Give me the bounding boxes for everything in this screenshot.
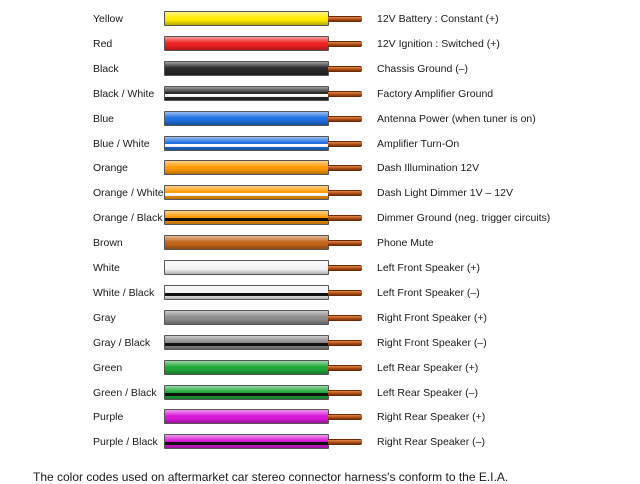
wire-row — [0, 257, 640, 282]
wire-highlight — [165, 211, 328, 217]
wire-highlight — [165, 410, 328, 416]
wire-row — [0, 207, 640, 232]
wire-insulation — [164, 409, 329, 424]
wire-shadow — [165, 95, 328, 100]
wire-insulation — [164, 434, 329, 449]
copper-conductor — [328, 240, 362, 246]
copper-conductor — [328, 414, 362, 420]
wire-insulation — [164, 136, 329, 151]
wire-color-name: Blue / White — [93, 137, 150, 150]
wire-shadow — [165, 418, 328, 423]
wire-insulation — [164, 285, 329, 300]
wire-function-label: Antenna Power (when tuner is on) — [377, 112, 536, 125]
wire-insulation — [164, 185, 329, 200]
wire-shadow — [165, 219, 328, 224]
copper-conductor — [328, 290, 362, 296]
wire-shadow — [165, 319, 328, 324]
wire-color-name: Blue — [93, 112, 115, 125]
wire-color-name: Brown — [93, 237, 123, 250]
wire-insulation — [164, 11, 329, 26]
wire-color-name: Orange / White — [93, 187, 164, 200]
wire-shadow — [165, 145, 328, 150]
wire-shadow — [165, 294, 328, 299]
wire-row — [0, 406, 640, 431]
wire-shadow — [165, 443, 328, 448]
footnote-text: The color codes used on aftermarket car stereo connector harness's conform to the E.I.A. — [33, 470, 509, 484]
wire-insulation — [164, 160, 329, 175]
wire-highlight — [165, 261, 328, 267]
wire-function-label: Left Rear Speaker (+) — [377, 361, 479, 374]
wire-function-label: Factory Amplifier Ground — [377, 87, 494, 100]
wire-function-label: Dash Illumination 12V — [377, 162, 480, 175]
wire-shadow — [165, 244, 328, 249]
wire-color-name: Black / White — [93, 87, 155, 100]
wire-row — [0, 431, 640, 456]
wire-color-name: Orange / Black — [93, 212, 163, 225]
wire-function-label: 12V Ignition : Switched (+) — [377, 37, 500, 50]
wire-row — [0, 133, 640, 158]
wire-highlight — [165, 386, 328, 392]
wire-function-label: Left Front Speaker (–) — [377, 286, 480, 299]
wire-color-name: Yellow — [93, 13, 123, 25]
wire-insulation — [164, 235, 329, 250]
wire-shadow — [165, 394, 328, 399]
wire-row — [0, 8, 640, 33]
wire-insulation — [164, 360, 329, 375]
copper-conductor — [328, 365, 362, 371]
wire-color-name: Gray — [93, 311, 116, 324]
wire-shadow — [165, 70, 328, 75]
wire-row — [0, 182, 640, 207]
wire-function-label: Right Front Speaker (+) — [377, 311, 488, 324]
copper-conductor — [328, 315, 362, 321]
wire-highlight — [165, 311, 328, 317]
wire-row — [0, 33, 640, 58]
wire-color-name: Green — [93, 361, 123, 374]
wire-function-label: Amplifier Turn-On — [377, 137, 460, 150]
wire-row — [0, 83, 640, 108]
wire-highlight — [165, 37, 328, 43]
wire-function-label: Dash Light Dimmer 1V – 12V — [377, 187, 513, 200]
wire-function-label: Left Front Speaker (+) — [377, 262, 481, 274]
wire-function-label: Right Rear Speaker (–) — [377, 436, 485, 449]
copper-conductor — [328, 91, 362, 97]
wire-color-name: Red — [93, 37, 113, 50]
wire-color-name: Green / Black — [93, 386, 157, 399]
wire-highlight — [165, 112, 328, 118]
wire-function-label: Left Rear Speaker (–) — [377, 386, 478, 399]
wire-row — [0, 108, 640, 133]
wire-highlight — [165, 161, 328, 167]
copper-conductor — [328, 215, 362, 221]
wire-insulation — [164, 61, 329, 76]
copper-conductor — [328, 390, 362, 396]
wire-color-name: Purple — [93, 411, 124, 424]
wire-highlight — [165, 186, 328, 192]
copper-conductor — [328, 41, 362, 47]
wire-insulation — [164, 36, 329, 51]
wire-highlight — [165, 87, 328, 93]
wire-highlight — [165, 336, 328, 342]
copper-conductor — [328, 116, 362, 122]
wire-function-label: Dimmer Ground (neg. trigger circuits) — [377, 212, 551, 225]
wire-shadow — [165, 194, 328, 199]
wire-highlight — [165, 62, 328, 68]
wire-color-name: Orange — [93, 162, 129, 175]
wire-row — [0, 232, 640, 257]
wire-function-label: Chassis Ground (–) — [377, 62, 469, 75]
wire-shadow — [165, 369, 328, 374]
wire-insulation — [164, 260, 329, 275]
wire-row — [0, 332, 640, 357]
copper-conductor — [328, 16, 362, 22]
wire-insulation — [164, 310, 329, 325]
wire-row — [0, 382, 640, 407]
wire-insulation — [164, 385, 329, 400]
wire-row — [0, 307, 640, 332]
wire-highlight — [165, 286, 328, 292]
wire-function-label: Phone Mute — [377, 237, 434, 250]
copper-conductor — [328, 439, 362, 445]
wire-function-label: Right Rear Speaker (+) — [377, 411, 486, 424]
wire-row — [0, 357, 640, 382]
wire-shadow — [165, 344, 328, 349]
wire-highlight — [165, 361, 328, 367]
copper-conductor — [328, 66, 362, 72]
wire-shadow — [165, 269, 328, 274]
copper-conductor — [328, 190, 362, 196]
wire-row — [0, 282, 640, 307]
copper-conductor — [328, 265, 362, 271]
wire-insulation — [164, 210, 329, 225]
wire-function-label: 12V Battery : Constant (+) — [377, 13, 499, 25]
wire-color-name: White / Black — [93, 286, 155, 299]
wire-shadow — [165, 45, 328, 50]
wire-highlight — [165, 236, 328, 242]
copper-conductor — [328, 340, 362, 346]
wire-color-name: Purple / Black — [93, 436, 158, 449]
wire-function-label: Right Front Speaker (–) — [377, 336, 487, 349]
wire-row — [0, 157, 640, 182]
wire-highlight — [165, 435, 328, 441]
wire-color-name: White — [93, 262, 120, 274]
wire-color-name: Gray / Black — [93, 336, 151, 349]
wire-shadow — [165, 169, 328, 174]
wire-insulation — [164, 86, 329, 101]
wire-row — [0, 58, 640, 83]
wire-shadow — [165, 120, 328, 125]
wire-shadow — [165, 20, 328, 25]
wire-highlight — [165, 12, 328, 18]
wire-insulation — [164, 111, 329, 126]
copper-conductor — [328, 165, 362, 171]
wire-highlight — [165, 137, 328, 143]
wire-color-name: Black — [93, 62, 119, 75]
copper-conductor — [328, 141, 362, 147]
wire-insulation — [164, 335, 329, 350]
